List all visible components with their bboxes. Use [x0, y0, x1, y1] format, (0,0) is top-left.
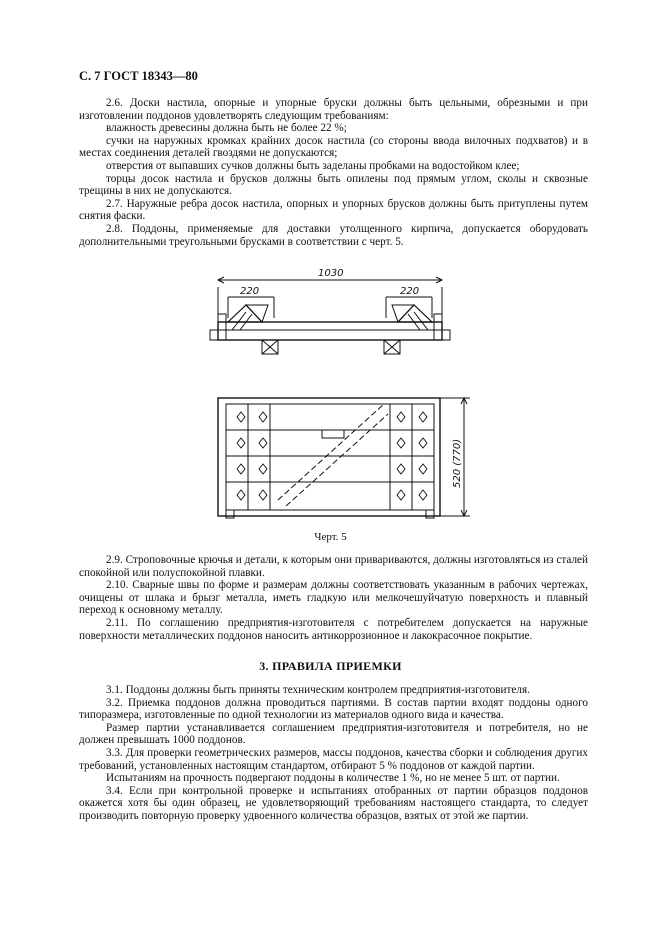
paragraph-2-10: 2.10. Сварные швы по форме и размерам должны соответствовать указанным в рабочих чертежах, очищены от шлака и брызг металла, иметь гладкую или мелкочешуйчатую поверхность и плавный переход к основному металлу. — [79, 579, 588, 617]
paragraph-3-1: 3.1. Поддоны должны быть приняты техническим контролем предприятия-изготовителя. — [106, 684, 530, 696]
dim-total-label: 1030 — [318, 268, 344, 279]
section-title: 3. ПРАВИЛА ПРИЕМКИ — [259, 659, 402, 673]
paragraph-2-9: 2.9. Строповочные крючья и детали, к которым они привариваются, должны изготовляться из сталей спокойной или полуспокойной плавки. — [79, 554, 588, 579]
paragraph-2-6-humidity: влажность древесины должна быть не более 22 %; — [106, 122, 347, 135]
dim-left-label: 220 — [240, 286, 260, 297]
paragraph-3-4: 3.4. Если при контрольной проверке и испытаниях отобранных от партии образцов поддонов окажется хотя бы один образец, не удовлетворяющий требованиям настоящего стандарта, то следует производить повторную проверку удвоенного количества образцов, взятых от этой же партии. — [79, 784, 588, 822]
paragraph-2-8: 2.8. Поддоны, применяемые для доставки утолщенного кирпича, допускается оборудовать дополнительными треугольными брусками в соответствии с черт. 5. — [79, 222, 588, 248]
figure-caption: Черт. 5 — [314, 531, 347, 543]
paragraph-2-6-knots: сучки на наружных кромках крайних досок настила (со стороны ввода вилочных подхватов) и в местах соединения деталей гвоздями не допускаются; — [79, 134, 588, 160]
text-block-section-2-part-2 — [79, 554, 588, 642]
paragraph-2-6-ends: торцы досок настила и брусков должны быть опилены под прямым углом, сколы и сквозные трещины в них не допускаются. — [79, 172, 588, 198]
dim-height-label: 520 (770) — [452, 438, 463, 488]
paragraph-2-6-holes: отверстия от выпавших сучков должны быть заделаны пробками на водостойком клее; — [106, 159, 520, 172]
paragraph-3-3-strength: Испытаниям на прочность подвергают поддоны в количестве 1 %, но не менее 5 шт. от партии. — [106, 772, 560, 785]
text-block-section-3 — [79, 684, 588, 823]
paragraph-3-3: 3.3. Для проверки геометрических размеров, массы поддонов, качества сборки и соблюдения других требований, установленных настоящим стандартом, отбирают 5 % поддонов от каждой партии. — [79, 746, 588, 772]
dim-right-label: 220 — [400, 286, 420, 297]
paragraph-2-11: 2.11. По соглашению предприятия-изготовителя с потребителем допускается на наружные поверхности металлических поддонов наносить антикоррозионное и лакокрасочное покрытие. — [79, 616, 588, 642]
plan-view-frame — [218, 398, 440, 516]
paragraph-2-6: 2.6. Доски настила, опорные и упорные бруски должны быть цельными, обрезными и при изготовлении поддонов удовлетворять следующим требованиям: — [79, 97, 588, 122]
paragraph-2-7: 2.7. Наружные ребра досок настила, опорных и упорных брусков должны быть притуплены путем снятия фаски. — [79, 197, 588, 223]
paragraph-3-2: 3.2. Приемка поддонов должна проводиться партиями. В состав партии входят поддоны одного типоразмера, изготовленные по одной технологии из материалов одного вида и качества. — [79, 696, 588, 722]
paragraph-3-2-lot-size: Размер партии устанавливается соглашением предприятия-изготовителя и потребителя, но не должен превышать 1000 поддонов. — [79, 721, 588, 747]
side-view-frame — [218, 322, 442, 340]
page-header: С. 7 ГОСТ 18343—80 — [79, 69, 198, 83]
